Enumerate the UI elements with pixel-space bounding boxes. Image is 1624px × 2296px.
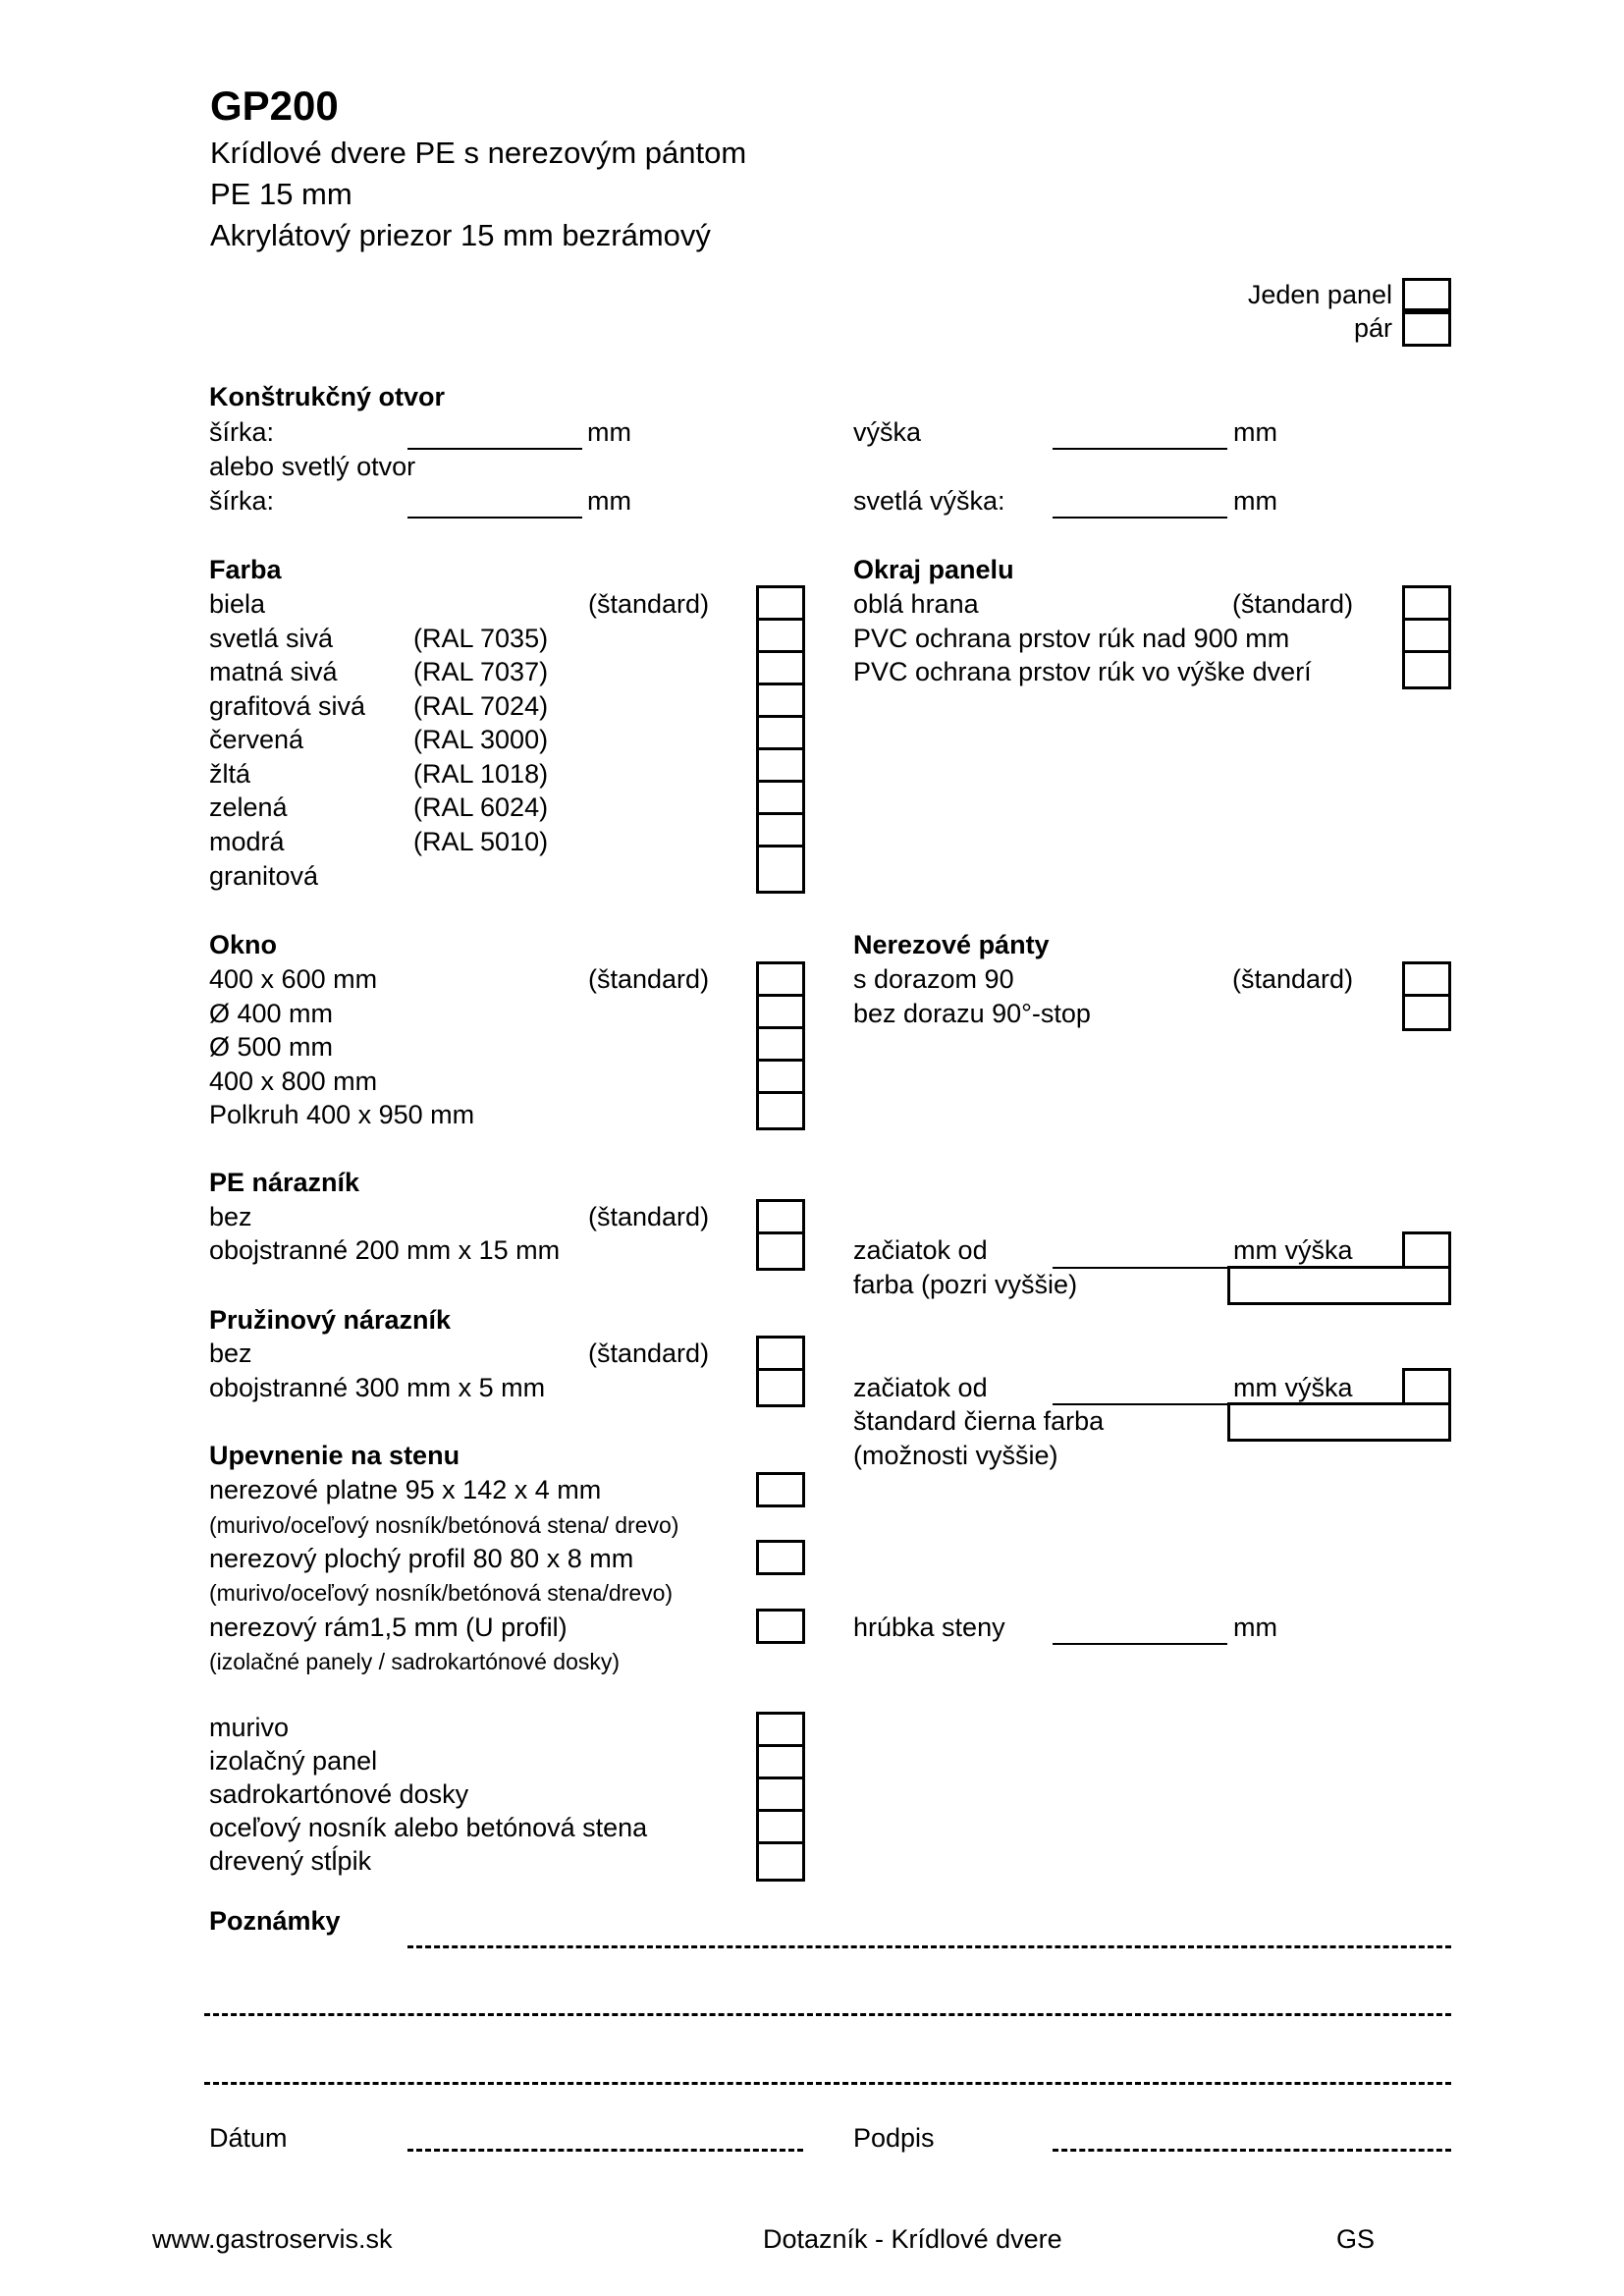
- color-checkbox-white[interactable]: [756, 585, 805, 621]
- color-code: (RAL 7037): [413, 657, 549, 686]
- window-checkbox-400x800[interactable]: [756, 1059, 805, 1094]
- date-label: Dátum: [209, 2123, 288, 2153]
- pe-bumper-start-field[interactable]: [1053, 1267, 1227, 1269]
- window-checkbox-d400[interactable]: [756, 994, 805, 1029]
- width-unit: mm: [587, 417, 631, 447]
- spring-bumper-checkbox-none[interactable]: [756, 1336, 805, 1371]
- pe-bumper-heading: PE nárazník: [209, 1168, 360, 1197]
- spring-bumper-option: obojstranné 300 mm x 5 mm: [209, 1373, 546, 1402]
- window-option: 400 x 600 mm: [209, 964, 378, 994]
- date-field[interactable]: [407, 2149, 803, 2152]
- wall-type-checkbox-wood-post[interactable]: [756, 1841, 805, 1882]
- window-standard: (štandard): [588, 964, 710, 994]
- wall-type-checkbox-masonry[interactable]: [756, 1712, 805, 1747]
- spring-bumper-standard: (štandard): [588, 1339, 710, 1368]
- clear-width-field[interactable]: [407, 517, 582, 519]
- wall-type-label: sadrokartónové dosky: [209, 1779, 469, 1809]
- edge-option: PVC ochrana prstov rúk nad 900 mm: [853, 624, 1290, 653]
- mounting-checkbox-flat-profile[interactable]: [756, 1540, 805, 1575]
- color-checkbox-yellow[interactable]: [756, 747, 805, 783]
- edge-checkbox-pvc-900[interactable]: [1402, 618, 1451, 653]
- spring-bumper-color-field[interactable]: [1227, 1402, 1451, 1442]
- color-name: grafitová sivá: [209, 691, 366, 721]
- edge-option: oblá hrana: [853, 589, 979, 619]
- edge-checkbox-round[interactable]: [1402, 585, 1451, 621]
- color-name: červená: [209, 725, 304, 754]
- window-option: Ø 500 mm: [209, 1032, 334, 1062]
- hinge-option: bez dorazu 90°-stop: [853, 999, 1091, 1028]
- clear-width-unit: mm: [587, 486, 631, 516]
- subtitle-line-2: PE 15 mm: [210, 177, 352, 211]
- pe-bumper-option: obojstranné 200 mm x 15 mm: [209, 1235, 561, 1265]
- panel-single-checkbox[interactable]: [1402, 278, 1451, 311]
- window-option: 400 x 800 mm: [209, 1066, 378, 1096]
- color-code: (RAL 3000): [413, 725, 549, 754]
- spring-bumper-height-box[interactable]: [1402, 1368, 1451, 1405]
- wall-thickness-field[interactable]: [1053, 1643, 1227, 1645]
- spring-bumper-height-label: mm výška: [1233, 1373, 1353, 1402]
- panel-single-label: Jeden panel: [1247, 280, 1392, 309]
- window-option: Ø 400 mm: [209, 999, 334, 1028]
- wall-type-label: izolačný panel: [209, 1746, 378, 1776]
- edge-checkbox-pvc-door[interactable]: [1402, 650, 1451, 689]
- panel-pair-checkbox[interactable]: [1402, 311, 1451, 347]
- height-unit: mm: [1233, 417, 1277, 447]
- hinge-checkbox-no-stop[interactable]: [1402, 994, 1451, 1031]
- mounting-checkbox-u-frame[interactable]: [756, 1609, 805, 1644]
- height-label: výška: [853, 417, 922, 447]
- color-name: granitová: [209, 861, 319, 891]
- hinge-option: s dorazom 90: [853, 964, 1014, 994]
- color-code: (RAL 5010): [413, 827, 549, 856]
- footer-website: www.gastroservis.sk: [152, 2224, 393, 2254]
- wall-type-label: murivo: [209, 1713, 290, 1742]
- window-checkbox-semicircle[interactable]: [756, 1091, 805, 1130]
- spring-bumper-color-label: štandard čierna farba: [853, 1406, 1105, 1436]
- pe-bumper-checkbox-none[interactable]: [756, 1199, 805, 1234]
- wall-type-checkbox-insulated-panel[interactable]: [756, 1744, 805, 1779]
- page-title: GP200: [210, 82, 339, 129]
- pe-bumper-height-label: mm výška: [1233, 1235, 1353, 1265]
- signature-label: Podpis: [853, 2123, 935, 2153]
- pe-bumper-checkbox-both[interactable]: [756, 1231, 805, 1271]
- color-checkbox-light-grey[interactable]: [756, 618, 805, 653]
- color-checkbox-red[interactable]: [756, 715, 805, 750]
- clear-height-unit: mm: [1233, 486, 1277, 516]
- clear-width-label: šírka:: [209, 486, 275, 516]
- color-code: (RAL 7035): [413, 624, 549, 653]
- mounting-note: (izolačné panely / sadrokartónové dosky): [209, 1649, 621, 1674]
- window-heading: Okno: [209, 930, 278, 959]
- notes-heading: Poznámky: [209, 1906, 341, 1936]
- window-checkbox-400x600[interactable]: [756, 961, 805, 997]
- color-checkbox-granite[interactable]: [756, 845, 805, 894]
- width-label: šírka:: [209, 417, 275, 447]
- notes-line-2[interactable]: [204, 2013, 1451, 2016]
- mounting-heading: Upevnenie na stenu: [209, 1441, 460, 1470]
- pe-bumper-standard: (štandard): [588, 1202, 710, 1231]
- color-name: svetlá sivá: [209, 624, 334, 653]
- footer-code: GS: [1336, 2224, 1376, 2254]
- pe-bumper-height-box[interactable]: [1402, 1231, 1451, 1269]
- wall-type-checkbox-steel-concrete[interactable]: [756, 1809, 805, 1844]
- color-name: modrá: [209, 827, 285, 856]
- wall-thickness-unit: mm: [1233, 1613, 1277, 1642]
- panel-pair-label: pár: [1353, 313, 1392, 343]
- color-standard: (štandard): [588, 589, 710, 619]
- mounting-option: nerezové platne 95 x 142 x 4 mm: [209, 1475, 602, 1504]
- mounting-note: (murivo/oceľový nosník/betónová stena/drevo): [209, 1580, 674, 1606]
- color-heading: Farba: [209, 555, 282, 584]
- spring-bumper-options-note: (možnosti vyššie): [853, 1441, 1058, 1470]
- color-code: (RAL 7024): [413, 691, 549, 721]
- color-name: žltá: [209, 759, 251, 789]
- width-field[interactable]: [407, 448, 582, 450]
- footer-document-name: Dotazník - Krídlové dvere: [763, 2224, 1062, 2254]
- pe-bumper-color-label: farba (pozri vyššie): [853, 1270, 1078, 1299]
- clear-height-field[interactable]: [1053, 517, 1227, 519]
- color-name: matná sivá: [209, 657, 338, 686]
- subtitle-line-3: Akrylátový priezor 15 mm bezrámový: [210, 218, 711, 252]
- hinges-heading: Nerezové pánty: [853, 930, 1050, 959]
- mounting-option: nerezový rám1,5 mm (U profil): [209, 1613, 568, 1642]
- wall-thickness-label: hrúbka steny: [853, 1613, 1005, 1642]
- notes-line-1[interactable]: [407, 1945, 1451, 1948]
- color-checkbox-blue[interactable]: [756, 812, 805, 847]
- clear-opening-label: alebo svetlý otvor: [209, 452, 416, 481]
- color-code: (RAL 1018): [413, 759, 549, 789]
- color-name: biela: [209, 589, 266, 619]
- hinge-standard: (štandard): [1232, 964, 1354, 994]
- spring-bumper-heading: Pružinový nárazník: [209, 1305, 452, 1335]
- wall-type-checkbox-plasterboard[interactable]: [756, 1777, 805, 1812]
- hinge-checkbox-stop90[interactable]: [1402, 961, 1451, 997]
- notes-line-3[interactable]: [204, 2082, 1451, 2085]
- color-code: (RAL 6024): [413, 793, 549, 822]
- spring-bumper-start-label: začiatok od: [853, 1373, 988, 1402]
- mounting-note: (murivo/oceľový nosník/betónová stena/ drevo): [209, 1512, 679, 1538]
- color-checkbox-matt-grey[interactable]: [756, 650, 805, 685]
- height-field[interactable]: [1053, 448, 1227, 450]
- opening-heading: Konštrukčný otvor: [209, 382, 446, 411]
- edge-option: PVC ochrana prstov rúk vo výške dverí: [853, 657, 1312, 686]
- clear-height-label: svetlá výška:: [853, 486, 1005, 516]
- mounting-checkbox-plates[interactable]: [756, 1472, 805, 1507]
- mounting-option: nerezový plochý profil 80 80 x 8 mm: [209, 1544, 634, 1573]
- spring-bumper-option: bez: [209, 1339, 252, 1368]
- pe-bumper-start-label: začiatok od: [853, 1235, 988, 1265]
- edge-heading: Okraj panelu: [853, 555, 1014, 584]
- wall-type-label: drevený stĺpik: [209, 1846, 372, 1876]
- color-checkbox-green[interactable]: [756, 780, 805, 815]
- edge-standard: (štandard): [1232, 589, 1354, 619]
- wall-type-label: oceľový nosník alebo betónová stena: [209, 1813, 648, 1842]
- subtitle-line-1: Krídlové dvere PE s nerezovým pántom: [210, 136, 747, 170]
- spring-bumper-checkbox-both[interactable]: [756, 1368, 805, 1407]
- pe-bumper-color-field[interactable]: [1227, 1266, 1451, 1305]
- window-checkbox-d500[interactable]: [756, 1026, 805, 1062]
- signature-field[interactable]: [1053, 2149, 1451, 2152]
- window-option: Polkruh 400 x 950 mm: [209, 1100, 475, 1129]
- pe-bumper-option: bez: [209, 1202, 252, 1231]
- color-checkbox-graphite[interactable]: [756, 683, 805, 718]
- color-name: zelená: [209, 793, 288, 822]
